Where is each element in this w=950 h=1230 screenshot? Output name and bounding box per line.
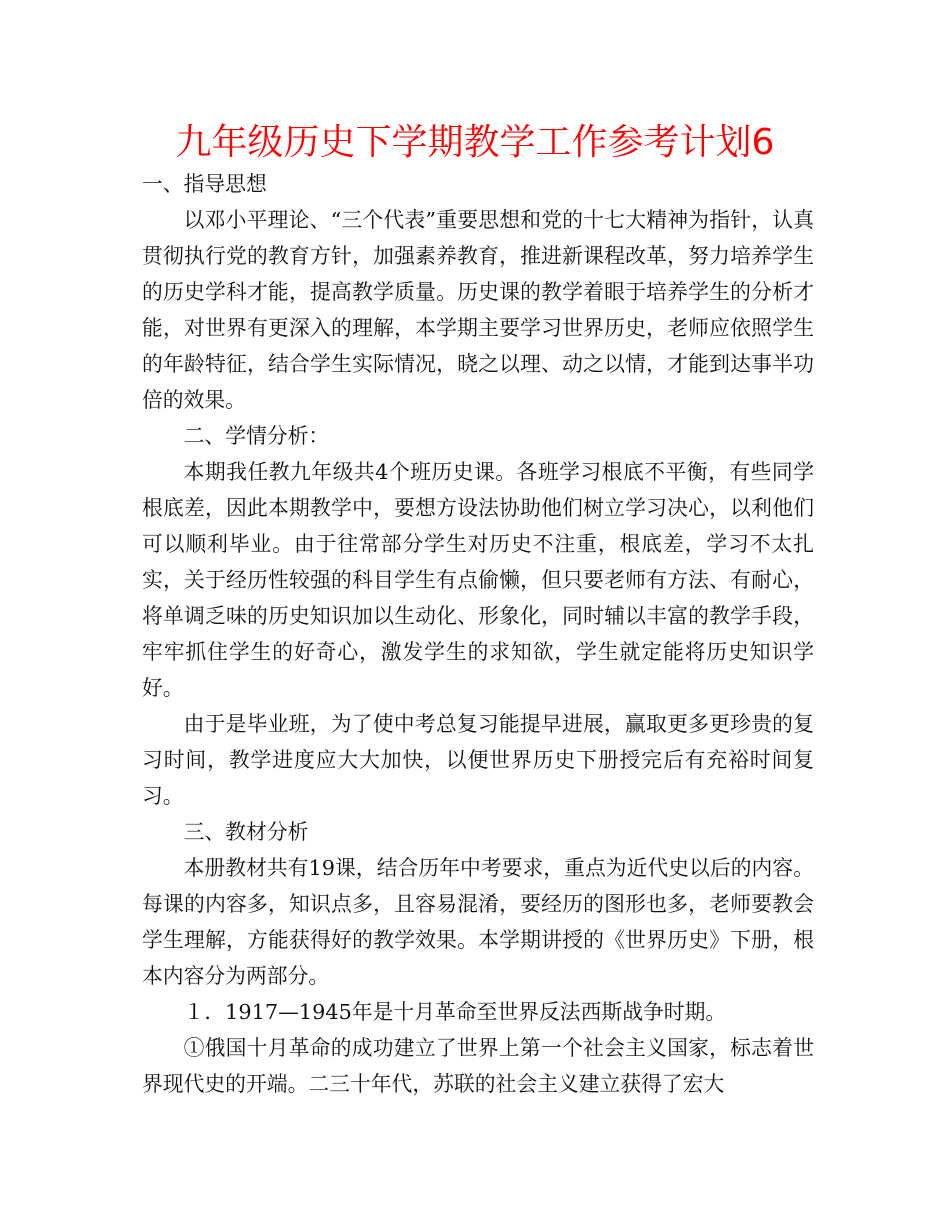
paragraph-october-revolution: ①俄国十月革命的成功建立了世界上第一个社会主义国家，标志着世界现代史的开端。二三十年代，苏联的社会主义建立获得了宏大 — [142, 1036, 814, 1096]
paragraph-graduation-class: 由于是毕业班，为了使中考总复习能提早进展，赢取更多更珍贵的复习时间，教学进度应大大加快，以便世界历史下册授完后有充裕时间复习。 — [142, 712, 814, 808]
document-body — [142, 166, 814, 1102]
section-heading-guiding-thought: 一、指导思想 — [142, 172, 267, 196]
paragraph-textbook-analysis: 本册教材共有19课，结合历年中考要求，重点为近代史以后的内容。每课的内容多，知识点多，且容易混淆，要经历的图形也多，老师要教会学生理解，方能获得好的教学效果。本学期讲授的《世界历史》下册，根本内容分为两部分。 — [142, 856, 814, 988]
section-heading-student-analysis: 二、学情分析： — [183, 424, 330, 448]
section-heading-textbook-analysis: 三、教材分析 — [183, 820, 309, 844]
list-item-period-one: １．1917—1945年是十月革命至世界反法西斯战争时期。 — [183, 1000, 727, 1024]
paragraph-guiding-thought: 以邓小平理论、“三个代表”重要思想和党的十七大精神为指针，认真贯彻执行党的教育方针，加强素养教育，推进新课程改革，努力培养学生的历史学科才能，提高教学质量。历史课的教学着眼于培养学生的分析才能，对世界有更深入的理解，本学期主要学习世界历史，老师应依照学生的年龄特征，结合学生实际情况，晓之以理、动之以情，才能到达事半功倍的效果。 — [142, 208, 814, 412]
paragraph-student-analysis: 本期我任教九年级共4个班历史课。各班学习根底不平衡，有些同学根底差，因此本期教学中，要想方设法协助他们树立学习决心，以利他们可以顺利毕业。由于往常部分学生对历史不注重，根底差，学习不太扎实，关于经历性较强的科目学生有点偷懒，但只要老师有方法、有耐心，将单调乏味的历史知识加以生动化、形象化，同时辅以丰富的教学手段，牢牢抓住学生的好奇心，激发学生的求知欲，学生就定能将历史知识学好。 — [142, 460, 814, 700]
document-title: 九年级历史下学期教学工作参考计划6 — [175, 122, 775, 163]
